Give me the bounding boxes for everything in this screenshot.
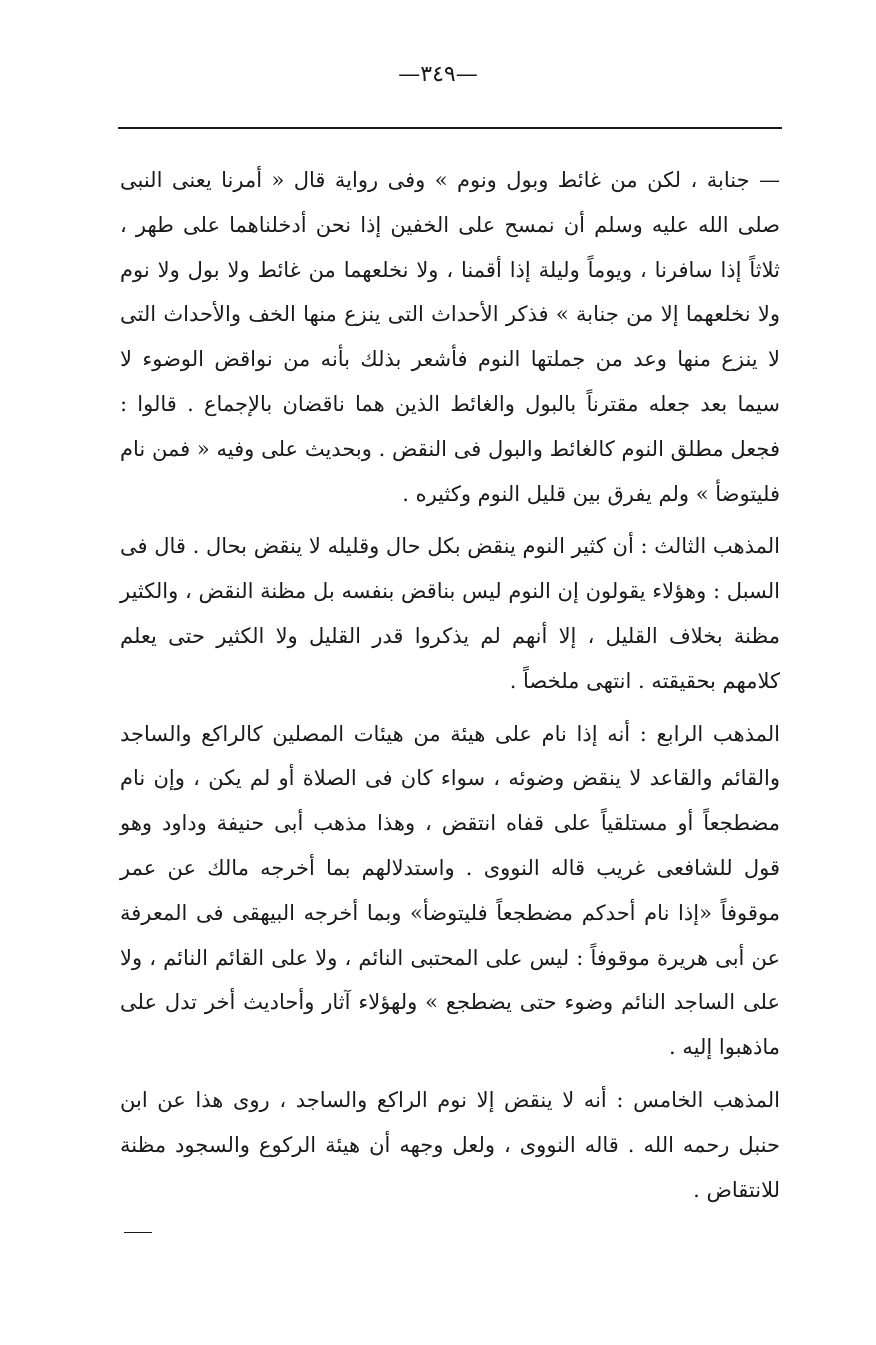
continuation-dash [124, 1232, 152, 1233]
page-number: —٣٤٩— [398, 62, 478, 87]
header-rule [122, 127, 782, 129]
body-text [120, 158, 780, 1212]
paragraph-fourth-madhab: المذهب الرابع : أنه إذا نام على هيئة من هيئات المصلين كالراكع والساجد والقائم والقاعد لا ينقض وضوئه ، سواء كان فى الصلاة أو لم يكن ، وإن نام مضطجعاً أو مستلقياً على قفاه انتقض ، وهذا مذهب أبى حنيفة وداود وهو قول للشافعى غريب قاله النووى . واستدلالهم بما أخرجه مالك عن عمر موقوفاً «إذا نام أحدكم مضطجعاً فليتوضأ» وبما أخرجه البيهقى فى المعرفة عن أبى هريرة موقوفاً : ليس على المحتبى النائم ، ولا على القائم النائم ، ولا على الساجد النائم وضوء حتى يضطجع » ولهؤلاء آثار وأحاديث أخر تدل على ماذهبوا إليه . [120, 721, 780, 1060]
paragraph-fifth-madhab: المذهب الخامس : أنه لا ينقض إلا نوم الراكع والساجد ، روى هذا عن ابن حنبل رحمه الله . قاله النووى ، ولعل وجهه أن هيئة الركوع والسجود مظنة للانتقاض . [120, 1087, 780, 1202]
paragraph-continuation: — جنابة ، لكن من غائط وبول ونوم » وفى رواية قال « أمرنا يعنى النبى صلى الله عليه وسلم أن نمسح على الخفين إذا نحن أدخلناهما على طهر ، ثلاثاً إذا سافرنا ، ويوماً وليلة إذا أقمنا ، ولا نخلعهما من غائط ولا بول ولا نوم ولا نخلعهما إلا من جنابة » فذكر الأحداث التى ينزع منها الخف والأحداث التى لا ينزع منها وعد من جملتها النوم فأشعر بذلك بأنه من نواقض الوضوء لا سيما بعد جعله مقترناً بالبول والغائط الذين هما ناقضان بالإجماع . قالوا : فجعل مطلق النوم كالغائط والبول فى النقض . وبحديث على وفيه « فمن نام فليتوضأ » ولم يفرق بين قليل النوم وكثيره . [120, 168, 781, 506]
paragraph-third-madhab: المذهب الثالث : أن كثير النوم ينقض بكل حال وقليله لا ينقض بحال . قال فى السبل : وهؤلاء يقولون إن النوم ليس بناقض بنفسه بل مظنة النقض ، والكثير مظنة بخلاف القليل ، إلا أنهم لم يذكروا قدر القليل ولا الكثير حتى يعلم كلامهم بحقيقته . انتهى ملخصاً . [120, 534, 780, 693]
